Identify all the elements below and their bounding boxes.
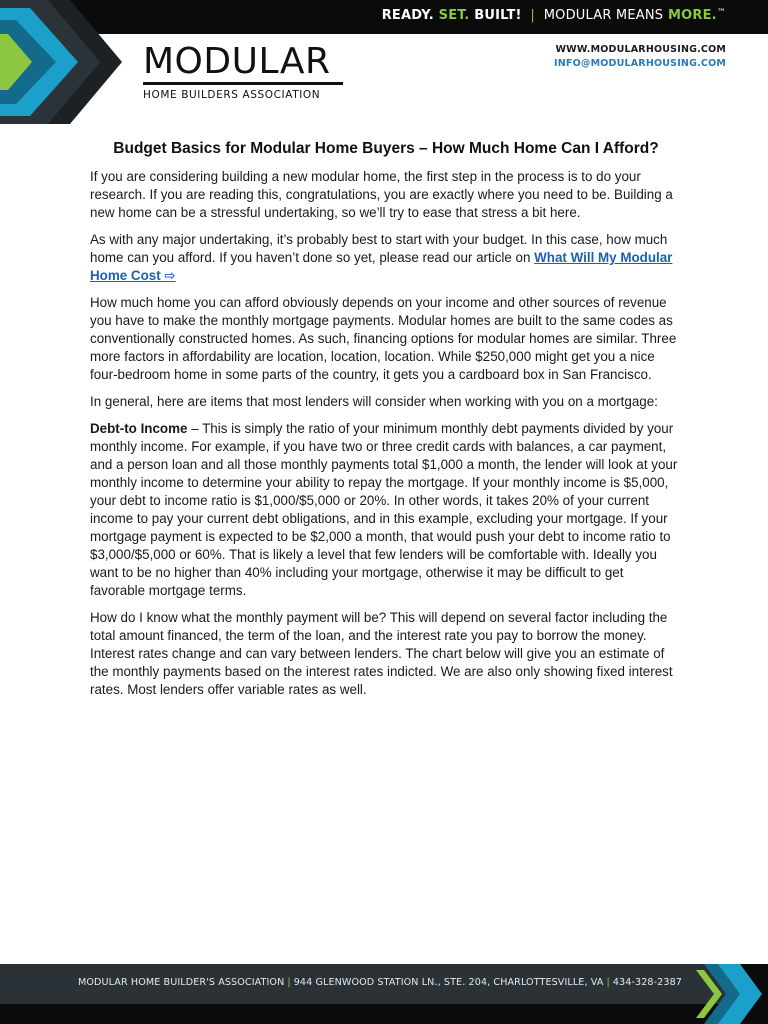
paragraph-monthly-payment: How do I know what the monthly payment will be? This will depend on several factor including the total amount financed, the term of the loan, and the interest rate you pay to borrow the money. Interest rates change and can vary between lenders. The chart below will give you an estimate of the monthly payments based on the interest rates indicted. We are also only showing fixed interest rates. Most lenders offer variable rates as well. <box>90 610 673 697</box>
footer-org: MODULAR HOME BUILDER'S ASSOCIATION <box>78 977 285 988</box>
tagline-separator: | <box>530 8 536 23</box>
logo-wordmark: MODULAR <box>143 41 331 82</box>
tagline-more: MORE. <box>667 8 717 23</box>
paragraph-lenders: In general, here are items that most lenders will consider when working with you on a mortgage: <box>90 394 658 409</box>
trademark-symbol: ™ <box>716 8 726 18</box>
article-body <box>90 140 682 708</box>
association-logo <box>143 41 343 101</box>
tagline <box>382 8 726 23</box>
what-will-my-home-cost-link[interactable]: What Will My Modular Home Cost ⇨ <box>90 250 673 283</box>
footer-address: 944 GLENWOOD STATION LN., STE. 204, CHARLOTTESVILLE, VA <box>293 977 604 988</box>
website-link[interactable]: WWW.MODULARHOUSING.COM <box>555 44 726 55</box>
article-title: Budget Basics for Modular Home Buyers – How Much Home Can I Afford? <box>113 140 659 157</box>
logo-subtitle: HOME BUILDERS ASSOCIATION <box>143 89 321 101</box>
tagline-built: BUILT! <box>474 8 522 23</box>
paragraph-intro: If you are considering building a new modular home, the first step in the process is to do your research. If you are reading this, congratulations, you are exactly where you need to be. Building a new home can be a stressful undertaking, so we’ll try to ease that stress a bit here. <box>90 169 673 220</box>
debt-to-income-term: Debt-to Income <box>90 421 188 436</box>
email-link[interactable]: INFO@MODULARHOUSING.COM <box>554 58 726 69</box>
footer-chevron-graphic <box>696 964 768 1024</box>
logo-divider <box>143 82 343 85</box>
paragraph-budget-text: As with any major undertaking, it’s probably best to start with your budget. In this case, how much home can you afford. If you haven’t done so yet, please read our article on <box>90 232 668 265</box>
paragraph-income: How much home you can afford obviously depends on your income and other sources of revenue you have to make the monthly mortgage payments. Modular homes are built to the same codes as conventionally constructed homes. As such, financing options for modular homes are similar. Three more factors in affordability are location, location, location. While $250,000 might get you a nice four-bedroom home in some parts of the country, it gets you a cardboard box in San Francisco. <box>90 295 677 382</box>
chevron-arrow-graphic <box>0 0 130 128</box>
tagline-ready: READY. <box>381 8 434 23</box>
footer-separator: | <box>287 977 291 988</box>
tagline-set: SET. <box>438 8 470 23</box>
footer-phone: 434-328-2387 <box>612 977 682 988</box>
paragraph-budget <box>90 231 682 285</box>
contact-info <box>554 43 726 71</box>
tagline-modular-means: MODULAR MEANS <box>543 8 664 23</box>
debt-to-income-text: – This is simply the ratio of your minimum monthly debt payments divided by your monthly income. For example, if you have two or three credit cards with balances, a car payment, and a person loan and all those monthly payments total $1,000 a month, the lender will look at your monthly income to determine your ability to repay the mortgage. If your monthly income is $5,000, your debt to income ratio is $1,000/$5,000 or 20%. In other words, it takes 20% of your current income to pay your current debt obligations, and in this example, excluding your mortgage. If your mortgage payment is expected to be $2,000 a month, that would push your debt to income ratio to $3,000/$5,000 or 60%. That is likely a level that few lenders will be comfortable with. Ideally you want to be no higher than 40% including your mortgage, otherwise it may be difficult to get favorable mortgage terms. <box>90 421 678 598</box>
footer-separator: | <box>606 977 610 988</box>
footer-base <box>0 1004 768 1024</box>
paragraph-debt-to-income <box>90 420 682 600</box>
footer-bar <box>0 964 768 1004</box>
footer-address-line <box>78 977 682 988</box>
